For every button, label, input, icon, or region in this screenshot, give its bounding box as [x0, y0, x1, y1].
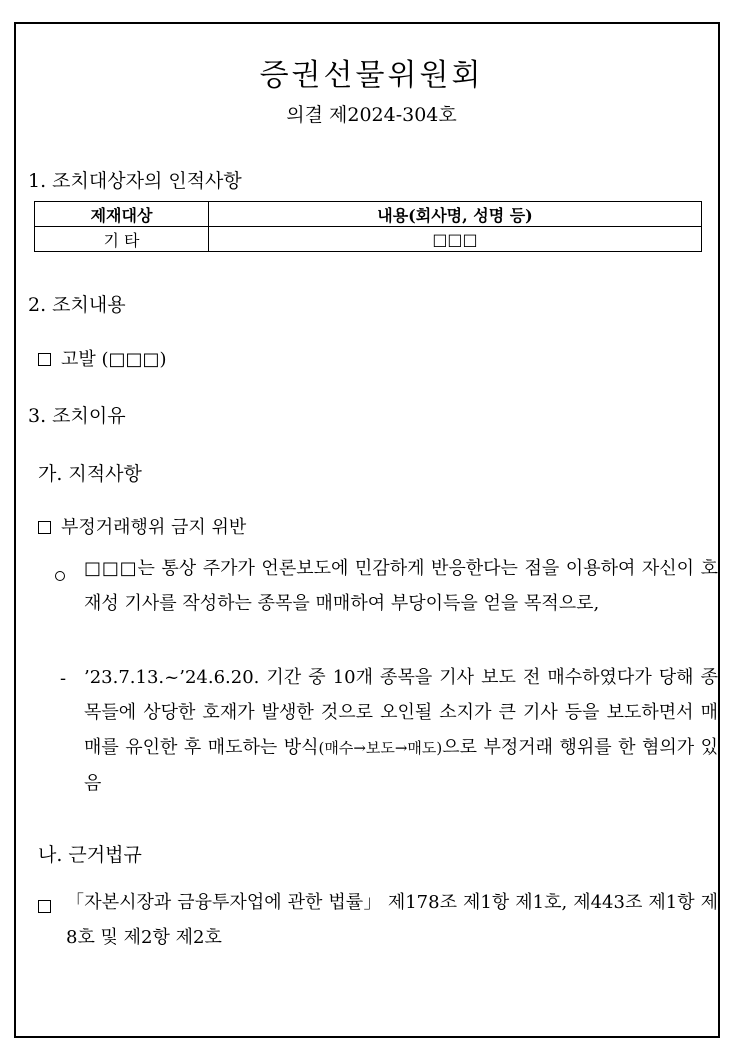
- table-header-cell: 제재대상: [35, 202, 209, 227]
- page-title: 증권선물위원회: [259, 58, 484, 93]
- sub-b-heading: 나. 근거법규: [38, 844, 142, 866]
- dash-paragraph: [84, 660, 718, 801]
- decision-number: 의결 제2024-304호: [286, 104, 457, 126]
- dash-text-small: (매수→보도→매도): [318, 739, 443, 757]
- section2-heading: 2. 조치내용: [28, 294, 126, 316]
- table-cell: □□□: [209, 227, 702, 252]
- action-item: [38, 345, 167, 371]
- dash-text-end: 으로 부정거래 행위를 한 혐의가 있음: [84, 737, 718, 794]
- checkbox-square-icon: [38, 896, 61, 917]
- circle-bullet-icon: [55, 566, 65, 587]
- table-cell: 기 타: [35, 227, 209, 252]
- dash-bullet: -: [60, 668, 67, 689]
- checkbox-square-icon: [38, 521, 51, 534]
- legal-basis-paragraph: 「자본시장과 금융투자업에 관한 법률」 제178조 제1항 제1호, 제443조 제1항 제8호 및 제2항 제2호: [66, 892, 718, 948]
- sub-a-heading: 가. 지적사항: [38, 463, 142, 485]
- checkbox-square-icon: [38, 353, 51, 366]
- target-table: [34, 201, 702, 252]
- dash-text-main: ’23.7.13.~’24.6.20. 기간 중 10개 종목을 기사 보도 전 매수하였다가 당해 종목들에 상당한 호재가 발생한 것으로 오인될 소지가 큰 기사 등을 보도하면서 매매를 유인한 후 매도하는 방식: [84, 667, 718, 758]
- violation-item: [38, 513, 246, 539]
- table-header-row: [35, 202, 702, 227]
- section1-heading: 1. 조치대상자의 인적사항: [28, 170, 242, 192]
- action-item-text: 고발 (□□□): [61, 349, 167, 370]
- table-row: [35, 227, 702, 252]
- violation-item-text: 부정거래행위 금지 위반: [61, 517, 247, 538]
- section3-heading: 3. 조치이유: [28, 405, 126, 427]
- table-header-cell: 내용(회사명, 성명 등): [209, 202, 702, 227]
- circle-paragraph: □□□는 통상 주가가 언론보도에 민감하게 반응한다는 점을 이용하여 자신이 호재성 기사를 작성하는 종목을 매매하여 부당이득을 얻을 목적으로,: [84, 558, 718, 614]
